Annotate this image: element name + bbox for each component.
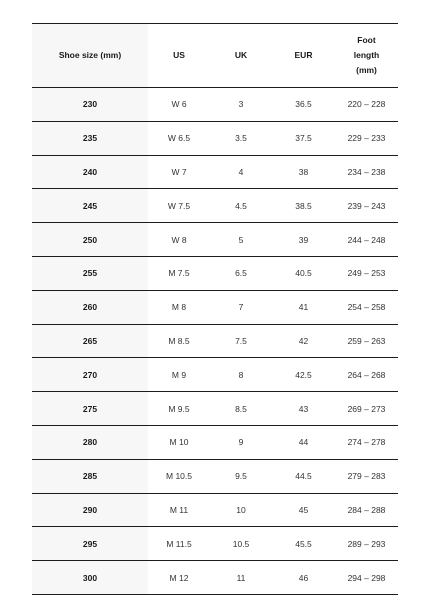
cell-us: M 10 — [148, 425, 210, 459]
cell-foot-length: 220 – 228 — [335, 88, 398, 122]
table-row — [32, 88, 398, 122]
cell-foot-length: 294 – 298 — [335, 561, 398, 595]
cell-shoe-size: 295 — [32, 527, 148, 561]
cell-eur: 43 — [272, 392, 335, 426]
cell-uk: 3.5 — [210, 121, 272, 155]
cell-us: W 7 — [148, 155, 210, 189]
table-row — [32, 527, 398, 561]
cell-us: M 12 — [148, 561, 210, 595]
cell-shoe-size: 235 — [32, 121, 148, 155]
header-foot-length-line1: Foot — [357, 35, 376, 45]
cell-us: M 8 — [148, 290, 210, 324]
cell-uk: 4 — [210, 155, 272, 189]
table-row — [32, 392, 398, 426]
cell-us: W 7.5 — [148, 189, 210, 223]
cell-us: W 6.5 — [148, 121, 210, 155]
header-foot-length — [335, 24, 398, 88]
shoe-size-table — [32, 23, 398, 595]
table-row — [32, 155, 398, 189]
cell-shoe-size: 255 — [32, 256, 148, 290]
header-uk: UK — [210, 24, 272, 88]
cell-eur: 38 — [272, 155, 335, 189]
cell-shoe-size: 265 — [32, 324, 148, 358]
cell-eur: 40.5 — [272, 256, 335, 290]
cell-uk: 9.5 — [210, 459, 272, 493]
cell-shoe-size: 260 — [32, 290, 148, 324]
cell-eur: 41 — [272, 290, 335, 324]
cell-foot-length: 249 – 253 — [335, 256, 398, 290]
cell-us: M 8.5 — [148, 324, 210, 358]
cell-eur: 39 — [272, 223, 335, 257]
cell-uk: 7 — [210, 290, 272, 324]
header-foot-length-line2: length — [353, 50, 380, 60]
cell-eur: 36.5 — [272, 88, 335, 122]
cell-uk: 4.5 — [210, 189, 272, 223]
cell-us: M 10.5 — [148, 459, 210, 493]
cell-shoe-size: 250 — [32, 223, 148, 257]
table-row — [32, 561, 398, 595]
cell-foot-length: 239 – 243 — [335, 189, 398, 223]
cell-shoe-size: 245 — [32, 189, 148, 223]
table-row — [32, 324, 398, 358]
cell-shoe-size: 270 — [32, 358, 148, 392]
table-row — [32, 493, 398, 527]
cell-foot-length: 264 – 268 — [335, 358, 398, 392]
table-row — [32, 189, 398, 223]
cell-uk: 9 — [210, 425, 272, 459]
cell-foot-length: 259 – 263 — [335, 324, 398, 358]
cell-uk: 8 — [210, 358, 272, 392]
table-row — [32, 358, 398, 392]
cell-uk: 8.5 — [210, 392, 272, 426]
cell-eur: 45.5 — [272, 527, 335, 561]
cell-us: M 9.5 — [148, 392, 210, 426]
cell-foot-length: 269 – 273 — [335, 392, 398, 426]
header-foot-length-line3: (mm) — [356, 65, 377, 75]
cell-foot-length: 244 – 248 — [335, 223, 398, 257]
cell-foot-length: 254 – 258 — [335, 290, 398, 324]
cell-eur: 38.5 — [272, 189, 335, 223]
cell-eur: 46 — [272, 561, 335, 595]
header-shoe-size: Shoe size (mm) — [32, 24, 148, 88]
cell-us: M 9 — [148, 358, 210, 392]
table-row — [32, 459, 398, 493]
cell-foot-length: 284 – 288 — [335, 493, 398, 527]
cell-uk: 7.5 — [210, 324, 272, 358]
cell-us: M 11.5 — [148, 527, 210, 561]
cell-shoe-size: 240 — [32, 155, 148, 189]
cell-shoe-size: 230 — [32, 88, 148, 122]
cell-us: M 7.5 — [148, 256, 210, 290]
cell-shoe-size: 300 — [32, 561, 148, 595]
table-header-row — [32, 24, 398, 88]
cell-uk: 10 — [210, 493, 272, 527]
cell-foot-length: 289 – 293 — [335, 527, 398, 561]
cell-uk: 5 — [210, 223, 272, 257]
cell-shoe-size: 280 — [32, 425, 148, 459]
cell-foot-length: 279 – 283 — [335, 459, 398, 493]
cell-shoe-size: 285 — [32, 459, 148, 493]
table-row — [32, 223, 398, 257]
table-row — [32, 121, 398, 155]
cell-uk: 6.5 — [210, 256, 272, 290]
cell-us: W 6 — [148, 88, 210, 122]
cell-uk: 11 — [210, 561, 272, 595]
cell-eur: 42 — [272, 324, 335, 358]
cell-shoe-size: 275 — [32, 392, 148, 426]
cell-eur: 42.5 — [272, 358, 335, 392]
cell-eur: 44 — [272, 425, 335, 459]
cell-eur: 37.5 — [272, 121, 335, 155]
header-us: US — [148, 24, 210, 88]
cell-shoe-size: 290 — [32, 493, 148, 527]
cell-us: W 8 — [148, 223, 210, 257]
table-body — [32, 88, 398, 595]
cell-foot-length: 274 – 278 — [335, 425, 398, 459]
header-eur: EUR — [272, 24, 335, 88]
table-row — [32, 290, 398, 324]
cell-eur: 45 — [272, 493, 335, 527]
table-row — [32, 256, 398, 290]
cell-eur: 44.5 — [272, 459, 335, 493]
cell-us: M 11 — [148, 493, 210, 527]
table-row — [32, 425, 398, 459]
cell-foot-length: 234 – 238 — [335, 155, 398, 189]
cell-uk: 3 — [210, 88, 272, 122]
cell-uk: 10.5 — [210, 527, 272, 561]
cell-foot-length: 229 – 233 — [335, 121, 398, 155]
